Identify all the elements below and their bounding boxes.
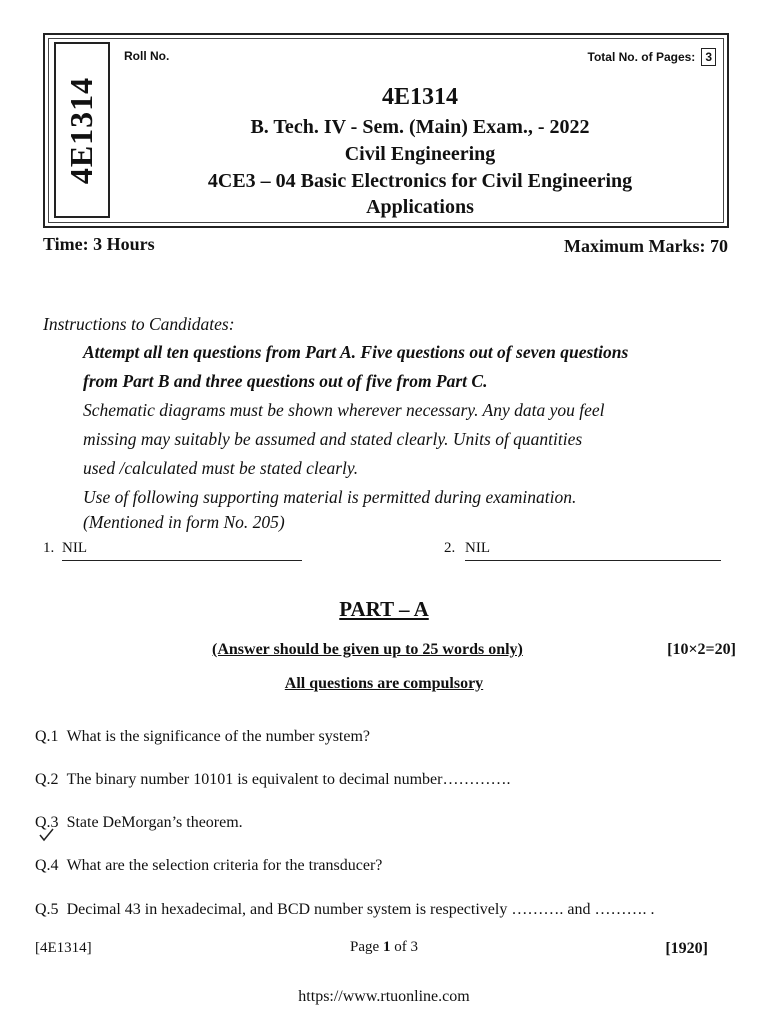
footer-url: https://www.rtuonline.com	[298, 988, 470, 1005]
subject-line-1: 4CE3 – 04 Basic Electronics for Civil Engineering	[207, 170, 633, 192]
max-marks-label: Maximum Marks: 70	[564, 236, 728, 256]
side-paper-code	[54, 42, 110, 218]
instruction-line: missing may suitably be assumed and stated clearly. Units of quantities	[83, 429, 583, 449]
exam-title: B. Tech. IV - Sem. (Main) Exam., - 2022	[250, 116, 590, 138]
question-num: Q.2	[35, 771, 59, 788]
material-1	[43, 540, 54, 557]
question-1	[35, 728, 755, 746]
time-label: Time: 3 Hours	[43, 234, 155, 254]
part-a-marks: [10×2=20]	[667, 641, 736, 658]
instruction-line: Use of following supporting material is permitted during examination.	[83, 487, 577, 507]
branch-title: Civil Engineering	[344, 143, 496, 165]
instruction-line: (Mentioned in form No. 205)	[83, 512, 285, 532]
material-num: 1.	[43, 540, 55, 556]
footer-serial: [1920]	[665, 940, 708, 957]
footer-page-number	[0, 939, 768, 956]
material-2-line	[465, 540, 721, 561]
instruction-line: used /calculated must be stated clearly.	[83, 458, 359, 478]
total-pages	[588, 48, 716, 66]
part-a-title: PART – A	[339, 597, 429, 621]
side-paper-code-text: 4E1314	[63, 76, 100, 184]
roll-no-label: Roll No.	[124, 49, 170, 63]
question-text: Decimal 43 in hexadecimal, and BCD number system is respectively ………. and ………. .	[66, 901, 655, 918]
part-a-note: All questions are compulsory	[284, 675, 484, 692]
question-2	[35, 771, 755, 789]
material-1-line	[62, 540, 302, 561]
subject-line-2: Applications	[366, 196, 474, 218]
instructions-heading: Instructions to Candidates:	[43, 314, 235, 334]
instruction-line: from Part B and three questions out of five from Part C.	[83, 371, 488, 391]
question-num: Q.1	[35, 728, 59, 745]
material-value: NIL	[62, 540, 87, 556]
total-pages-label: Total No. of Pages:	[587, 50, 696, 64]
instructions-body	[83, 338, 723, 537]
footer-paper-code: [4E1314]	[35, 940, 92, 956]
material-num: 2.	[444, 540, 456, 556]
question-text: What is the significance of the number system?	[66, 728, 371, 745]
question-text: State DeMorgan’s theorem.	[66, 814, 243, 831]
page-current: 1	[382, 939, 391, 955]
question-num: Q.3	[35, 814, 59, 831]
checkmark-icon	[38, 826, 56, 844]
paper-code: 4E1314	[381, 84, 458, 110]
question-4	[35, 857, 755, 875]
material-2	[444, 540, 455, 557]
question-text: What are the selection criteria for the transducer?	[66, 857, 383, 874]
question-5	[35, 901, 755, 919]
instruction-line: Schematic diagrams must be shown wherever necessary. Any data you feel	[83, 400, 605, 420]
total-pages-value: 3	[701, 48, 716, 66]
part-a-subtitle: (Answer should be given up to 25 words only)	[212, 641, 523, 658]
question-3	[35, 814, 755, 832]
page-suffix: of 3	[390, 939, 418, 955]
instruction-line: Attempt all ten questions from Part A. Five questions out of seven questions	[83, 342, 629, 362]
page-prefix: Page	[350, 939, 383, 955]
material-value: NIL	[465, 540, 490, 556]
question-num: Q.4	[35, 857, 59, 874]
question-text: The binary number 10101 is equivalent to decimal number………….	[66, 771, 511, 788]
question-num: Q.5	[35, 901, 59, 918]
